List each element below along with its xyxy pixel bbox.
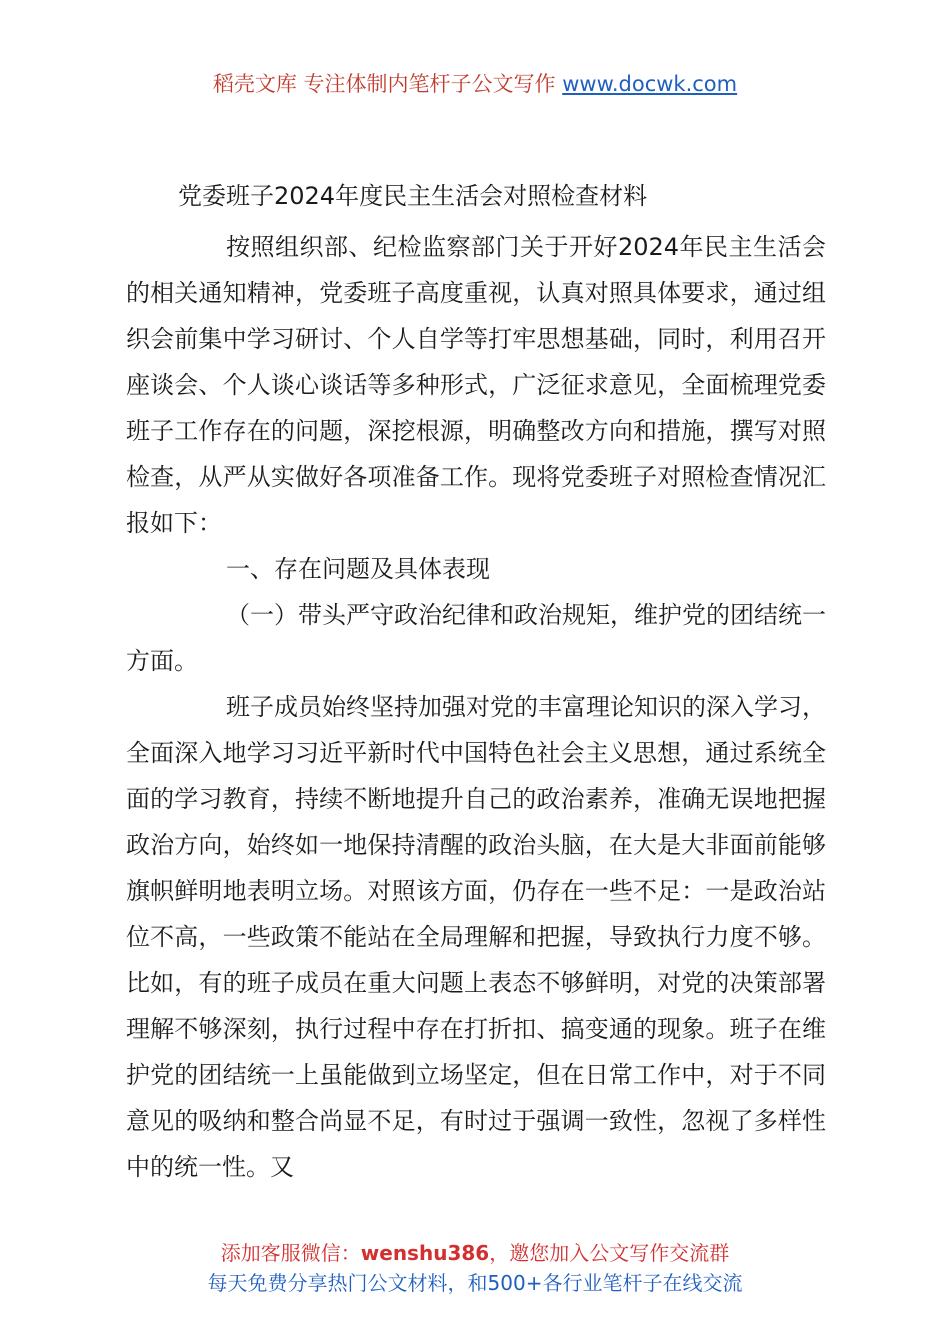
site-link[interactable]: www.docwk.com — [562, 72, 738, 96]
page-header — [0, 68, 950, 100]
intro-paragraph: 按照组织部、纪检监察部门关于开好2024年民主生活会的相关通知精神，党委班子高度重视，认真对照具体要求，通过组织会前集中学习研讨、个人自学等打牢思想基础，同时，利用召开座谈会、个人谈心谈话等多种形式，广泛征求意见，全面梳理党委班子工作存在的问题，深挖根源，明确整改方向和措施，撰写对照检查，从严从实做好各项准备工作。现将党委班子对照检查情况汇报如下： — [126, 233, 826, 537]
footer-wechat-line — [0, 1238, 950, 1268]
section-heading: 一、存在问题及具体表现 — [226, 555, 490, 583]
footer-prefix: 添加客服微信： — [220, 1241, 361, 1265]
page-footer — [0, 1238, 950, 1298]
wechat-id: wenshu386 — [360, 1241, 490, 1265]
document-title: 党委班子2024年度民主生活会对照检查材料 — [178, 182, 648, 210]
footer-share-line: 每天免费分享热门公文材料，和500+各行业笔杆子在线交流 — [207, 1271, 743, 1295]
footer-suffix: ，邀您加入公文写作交流群 — [489, 1241, 730, 1265]
document-body — [126, 224, 826, 1190]
body-paragraph: 班子成员始终坚持加强对党的丰富理论知识的深入学习，全面深入地学习习近平新时代中国特色社会主义思想，通过系统全面的学习教育，持续不断地提升自己的政治素养，准确无误地把握政治方向，始终如一地保持清醒的政治头脑，在大是大非面前能够旗帜鲜明地表明立场。对照该方面，仍存在一些不足：一是政治站位不高，一些政策不能站在全局理解和把握，导致执行力度不够。比如，有的班子成员在重大问题上表态不够鲜明，对党的决策部署理解不够深刻，执行过程中存在打折扣、搞变通的现象。班子在维护党的团结统一上虽能做到立场坚定，但在日常工作中，对于不同意见的吸纳和整合尚显不足，有时过于强调一致性，忽视了多样性中的统一性。又 — [126, 693, 826, 1181]
brand-text: 稻壳文库 专注体制内笔杆子公文写作 — [212, 72, 556, 96]
subsection-heading: （一）带头严守政治纪律和政治规矩，维护党的团结统一方面。 — [126, 601, 826, 675]
